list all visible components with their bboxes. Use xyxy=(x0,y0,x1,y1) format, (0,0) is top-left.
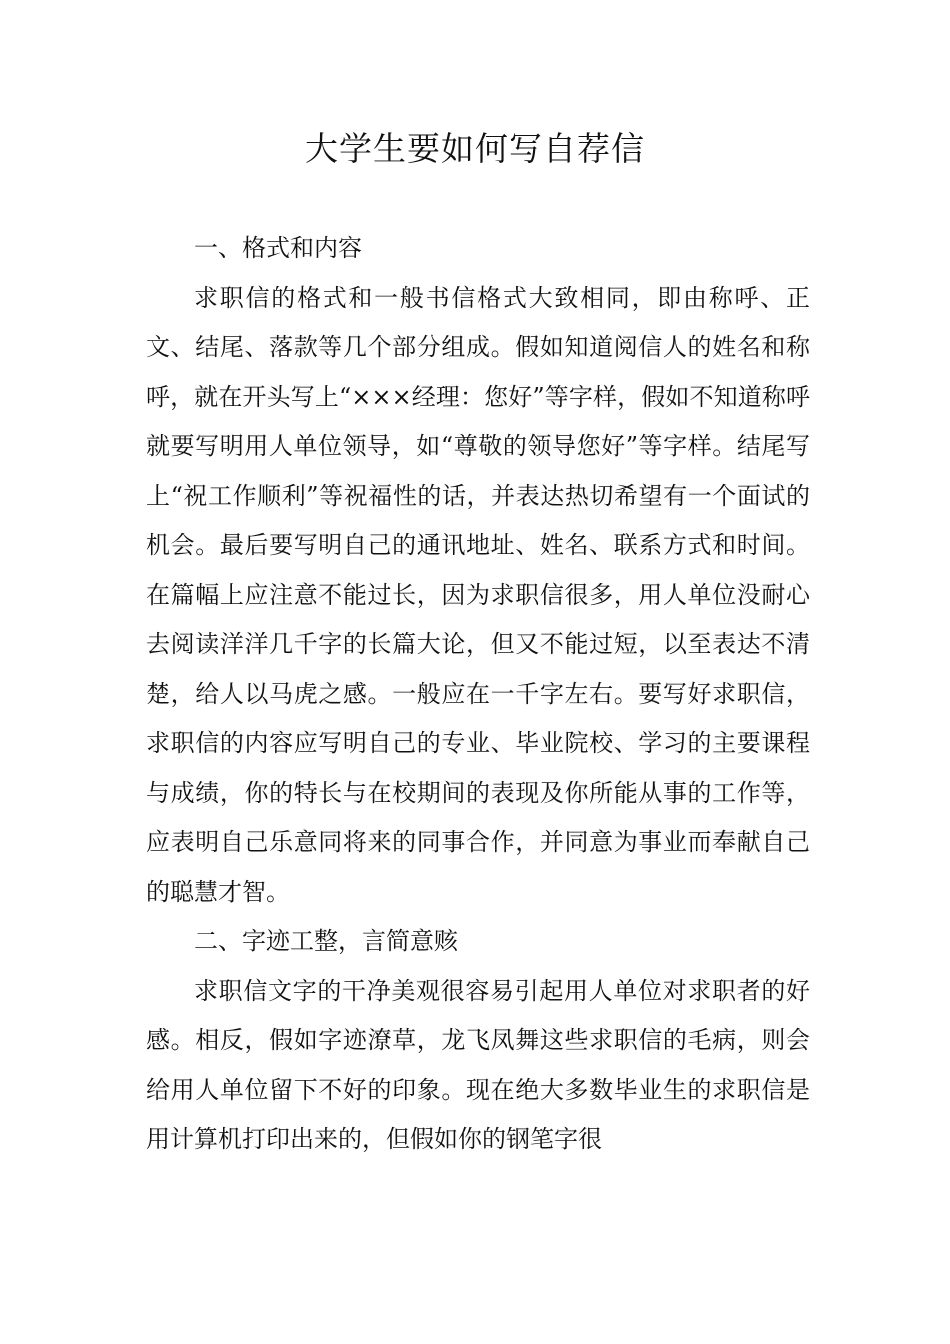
paragraph-handwriting: 求职信文字的干净美观很容易引起用人单位对求职者的好感。相反，假如字迹潦草，龙飞凤舞这些求职信的毛病，则会给用人单位留下不好的印象。现在绝大多数毕业生的求职信是用计算机打印出来的，但假如你的钢笔字很 xyxy=(146,976,810,1153)
document-title: 大学生要如何写自荐信 xyxy=(305,129,645,168)
document-body xyxy=(146,224,810,1165)
paragraph-format-content: 求职信的格式和一般书信格式大致相同，即由称呼、正文、结尾、落款等几个部分组成。假如知道阅信人的姓名和称呼，就在开头写上“×××经理：您好”等字样，假如不知道称呼就要写明用人单位领导，如“尊敬的领导您好”等字样。结尾写上“祝工作顺利”等祝福性的话，并表达热切希望有一个面试的机会。最后要写明自己的通讯地址、姓名、联系方式和时间。在篇幅上应注意不能过长，因为求职信很多，用人单位没耐心去阅读洋洋几千字的长篇大论，但又不能过短，以至表达不清楚，给人以马虎之感。一般应在一千字左右。要写好求职信，求职信的内容应写明自己的专业、毕业院校、学习的主要课程与成绩，你的特长与在校期间的表现及你所能从事的工作等，应表明自己乐意同将来的同事合作，并同意为事业而奉献自己的聪慧才智。 xyxy=(146,283,810,906)
section-heading-format: 一、格式和内容 xyxy=(194,234,362,262)
section-heading-handwriting: 二、字迹工整，言简意赅 xyxy=(194,927,458,955)
